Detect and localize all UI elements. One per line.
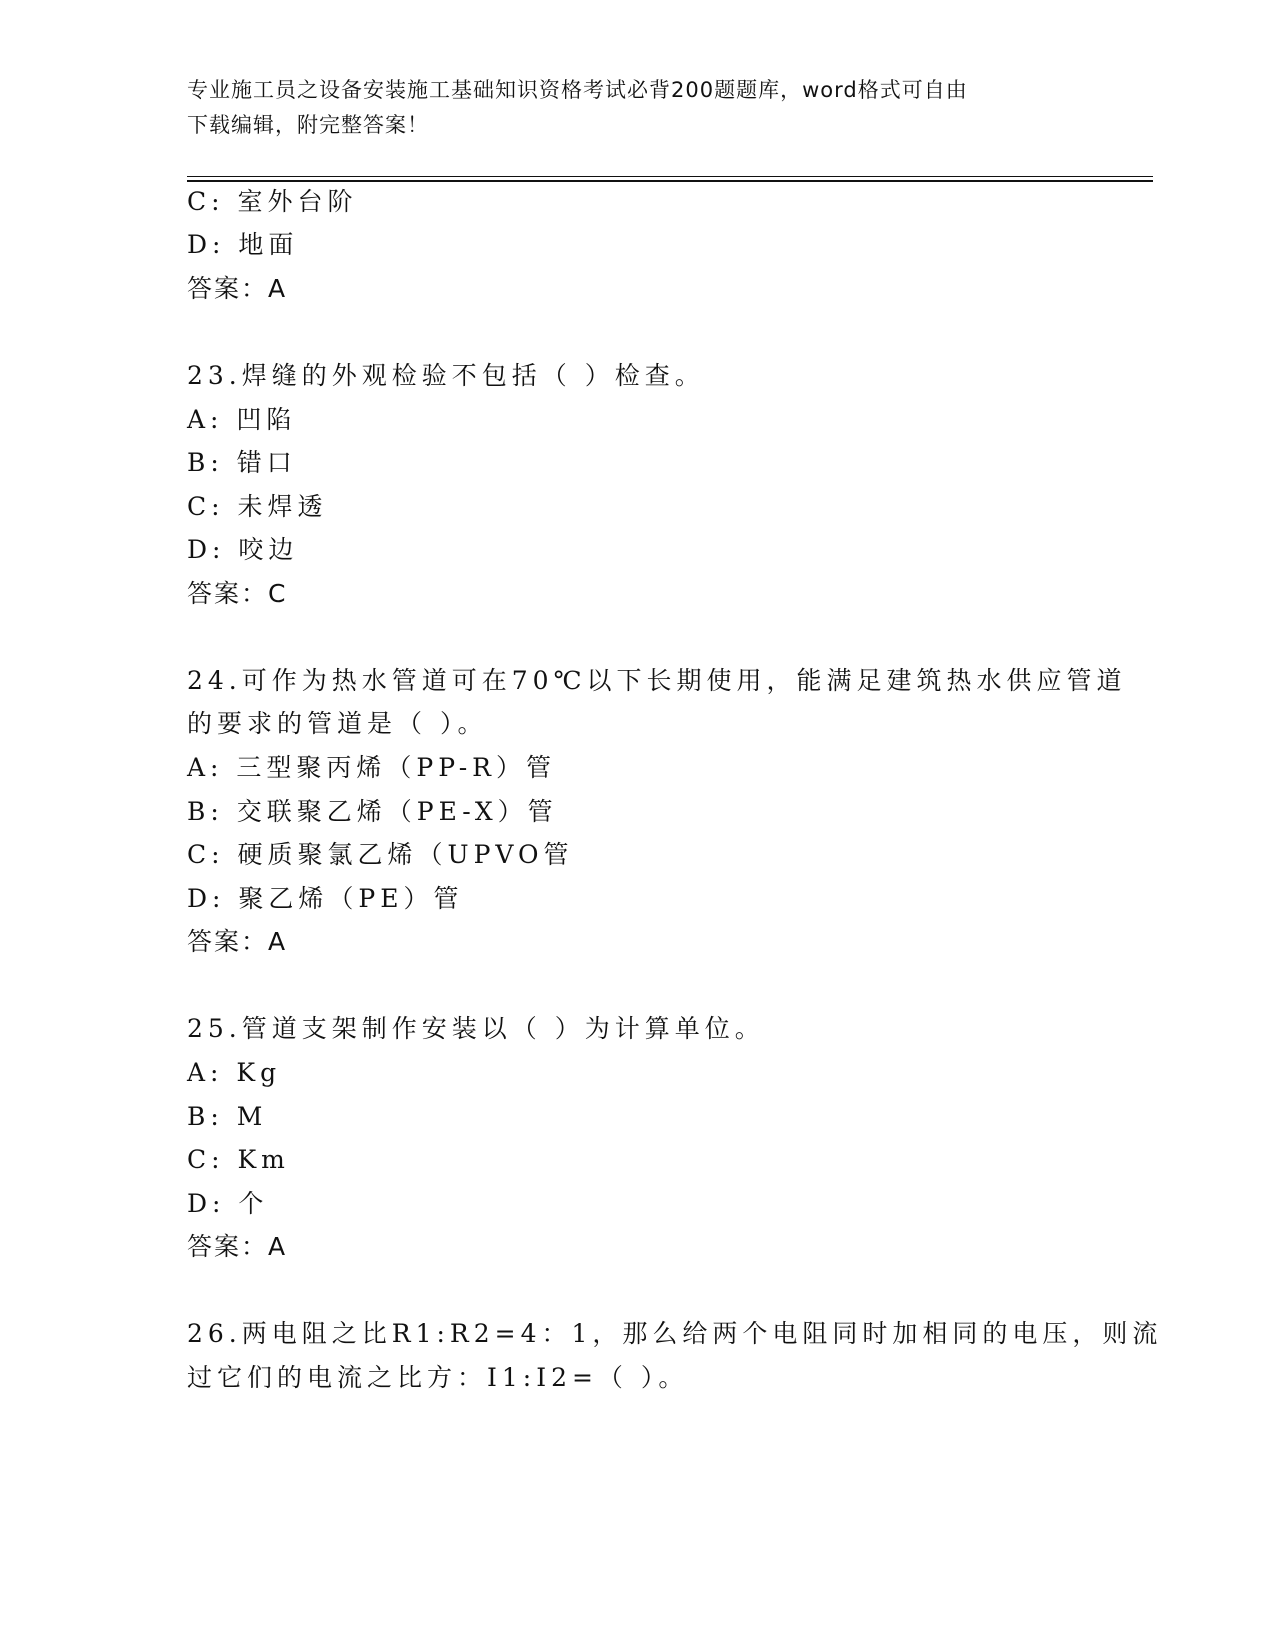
q24-answer: 答案：A	[187, 927, 288, 956]
q22-answer: 答案：A	[187, 274, 288, 303]
header-divider-thick	[187, 180, 1153, 182]
document-header	[187, 73, 1067, 143]
q25-option-c: C: Km	[187, 1145, 290, 1174]
q23-option-c: C: 未焊透	[187, 492, 328, 521]
q25-option-b: B: M	[187, 1102, 268, 1131]
q24-stem-line-2: 的要求的管道是（ ）。	[187, 709, 488, 738]
q25-option-a: A: Kg	[187, 1058, 282, 1087]
header-title-line-2: 下载编辑，附完整答案！	[187, 113, 429, 137]
header-divider-thin	[187, 176, 1153, 177]
q23-option-a: A: 凹陷	[187, 405, 297, 434]
q26-stem-line-2: 过它们的电流之比方：I1:I2=（ ）。	[187, 1363, 689, 1392]
q25-stem: 25.管道支架制作安装以（ ）为计算单位。	[187, 1014, 765, 1043]
q23-stem: 23.焊缝的外观检验不包括（ ）检查。	[187, 361, 705, 390]
q26-stem-line-1: 26.两电阻之比R1:R2=4：1，那么给两个电阻同时加相同的电压，则流	[187, 1319, 1163, 1348]
q23-option-b: B: 错口	[187, 448, 297, 477]
header-title-line-1: 专业施工员之设备安装施工基础知识资格考试必背200题题库，word格式可自由	[187, 78, 968, 102]
q24-stem-line-1: 24.可作为热水管道可在70℃以下长期使用，能满足建筑热水供应管道	[187, 666, 1127, 695]
q24-option-c: C: 硬质聚氯乙烯（UPVO管	[187, 840, 574, 869]
q22-option-d: D: 地面	[187, 230, 299, 259]
q25-answer: 答案：A	[187, 1232, 288, 1261]
q22-option-c: C: 室外台阶	[187, 187, 358, 216]
q24-option-a: A: 三型聚丙烯（PP-R）管	[187, 753, 556, 782]
q24-option-b: B: 交联聚乙烯（PE-X）管	[187, 797, 558, 826]
q23-option-d: D: 咬边	[187, 535, 299, 564]
q24-option-d: D: 聚乙烯（PE）管	[187, 884, 464, 913]
q23-answer: 答案：C	[187, 579, 288, 608]
q25-option-d: D: 个	[187, 1189, 269, 1218]
